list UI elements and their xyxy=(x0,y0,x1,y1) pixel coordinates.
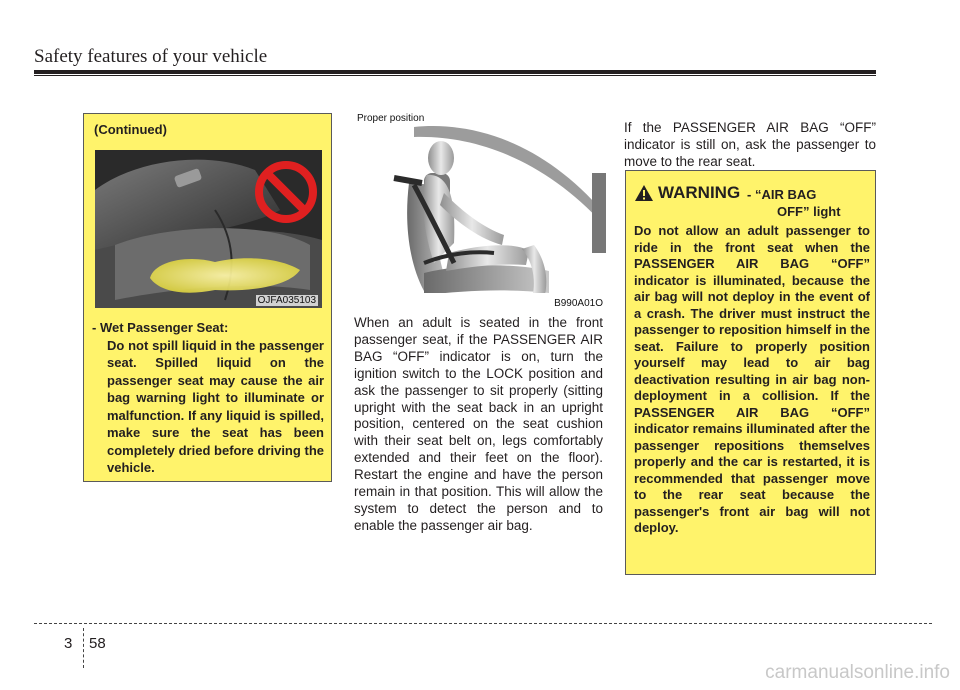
section-title: Safety features of your vehicle xyxy=(34,46,268,67)
header-rule xyxy=(34,70,876,74)
note-item-body: Do not spill liquid in the passenger seat. Spilled liquid on the passenger seat may cause the air bag warning light to illuminate or malfunction. If any liquid is spilled, make sure the seat has been completely dried before driving the vehicle. xyxy=(107,337,324,475)
photo-caption: OJFA035103 xyxy=(257,295,316,306)
note-item-title: - Wet Passenger Seat: xyxy=(92,320,229,335)
proper-position-illustration xyxy=(354,113,606,310)
warning-word: WARNING xyxy=(658,183,741,202)
footer-divider xyxy=(83,628,84,668)
proper-position-paragraph: When an adult is seated in the front passenger seat, if the PASSENGER AIR BAG “OFF” indicator is on, turn the ignition switch to the LOCK position and ask the passenger to sit properly (sitting upright with the seat back in an upright position, centered on the seat cushion with their seat belt on, legs comfortably extended and their feet on the floor). Restart the engine and have the person remain in that position. This will allow the system to detect the person and to enable the passenger air bag. xyxy=(354,315,603,533)
footer-rule xyxy=(34,623,932,624)
warning-subtitle-line2: OFF” light xyxy=(777,204,841,219)
site-watermark: carmanualsonline.info xyxy=(765,662,950,683)
chapter-number: 3 xyxy=(64,635,73,652)
rear-seat-paragraph: If the PASSENGER AIR BAG “OFF” indicator is still on, ask the passenger to move to the rear seat. xyxy=(624,120,876,169)
wet-seat-note xyxy=(92,319,324,477)
page-number: 58 xyxy=(89,635,106,652)
seated-dummy-illustration xyxy=(354,113,606,310)
photo-label: Proper position xyxy=(357,113,425,124)
header-rule-thin xyxy=(34,75,876,76)
warning-triangle-icon xyxy=(634,184,654,202)
warning-body: Do not allow an adult passenger to ride in the front seat when the PASSENGER AIR BAG “OFF” indicator is illuminated, because the air bag will not deploy in the event of a crash. The driver must instruct the passenger to reposition himself in the seat. Failure to properly position yourself may lead to air bag deactivation resulting in air bag non-deployment in a collision. If the PASSENGER AIR BAG “OFF” indicator remains illuminated after the passenger repositions themselves properly and the car is restarted, it is recommended that passenger move to the rear seat because the passenger's front air bag will not deploy. xyxy=(634,223,870,535)
continued-label: (Continued) xyxy=(94,122,167,137)
wet-seat-illustration xyxy=(95,150,322,308)
warning-subtitle-line1: - “AIR BAG xyxy=(747,187,817,202)
photo-caption: B990A01O xyxy=(554,298,603,309)
wet-seat-photo xyxy=(95,150,322,308)
continued-note-box xyxy=(83,113,332,482)
warning-subtitle xyxy=(747,186,841,220)
warning-header xyxy=(634,183,868,219)
warning-box xyxy=(625,170,876,575)
